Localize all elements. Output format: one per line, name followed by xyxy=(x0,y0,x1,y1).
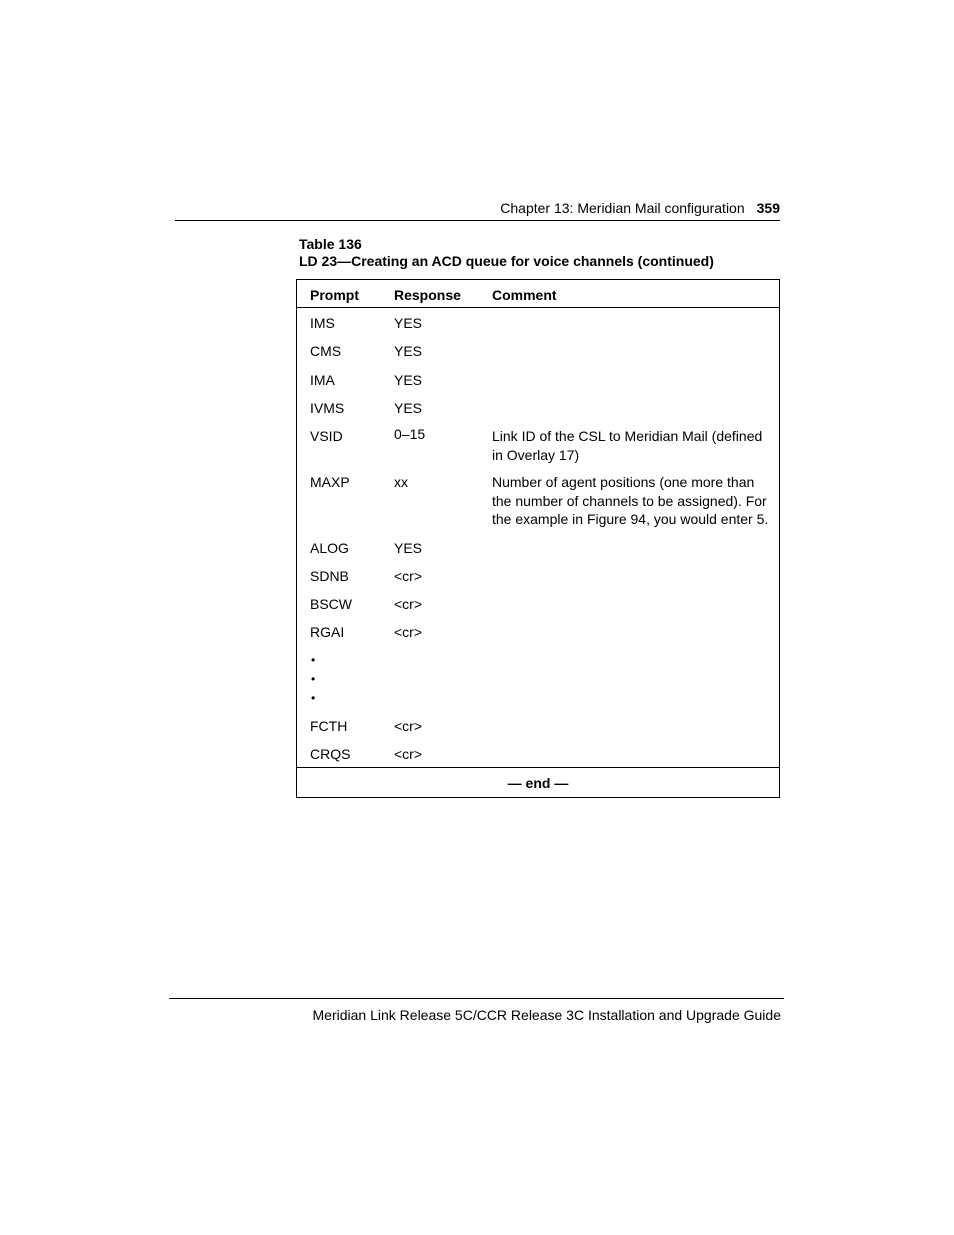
prompt-table xyxy=(296,279,780,798)
column-header-response: Response xyxy=(394,287,461,303)
row-prompt: IVMS xyxy=(310,400,345,416)
table-end-marker: — end — xyxy=(297,767,779,798)
page-number: 359 xyxy=(756,200,780,216)
header-rule xyxy=(175,220,780,221)
row-response: <cr> xyxy=(394,624,423,640)
row-response: YES xyxy=(394,372,423,388)
row-prompt: IMA xyxy=(310,372,335,388)
row-prompt: VSID xyxy=(310,428,343,444)
row-response: <cr> xyxy=(394,718,423,734)
column-header-comment: Comment xyxy=(492,287,557,303)
row-comment: Number of agent positions (one more than the number of channels to be assigned). For the example in Figure 94, you would enter 5. xyxy=(492,474,769,527)
row-response: YES xyxy=(394,540,423,556)
table-number: Table 136 xyxy=(299,236,362,252)
row-response: <cr> xyxy=(394,568,423,584)
row-response: xx xyxy=(394,474,408,490)
table-title: LD 23—Creating an ACD queue for voice channels (continued) xyxy=(299,253,714,269)
row-prompt: FCTH xyxy=(310,718,348,734)
row-prompt: MAXP xyxy=(310,474,350,490)
row-response: YES xyxy=(394,400,423,416)
column-header-prompt: Prompt xyxy=(310,287,359,303)
row-response: YES xyxy=(394,343,423,359)
table-caption xyxy=(299,236,714,270)
ellipsis-bullet: • xyxy=(311,672,316,686)
row-prompt: BSCW xyxy=(310,596,352,612)
chapter-title: Chapter 13: Meridian Mail configuration xyxy=(500,200,745,216)
row-prompt: RGAI xyxy=(310,624,345,640)
running-header xyxy=(175,200,780,218)
row-prompt: SDNB xyxy=(310,568,349,584)
row-prompt: CMS xyxy=(310,343,342,359)
footer-rule xyxy=(169,998,784,999)
row-response: <cr> xyxy=(394,596,423,612)
row-prompt: CRQS xyxy=(310,746,351,762)
ellipsis-bullet: • xyxy=(311,691,316,705)
row-prompt: IMS xyxy=(310,315,335,331)
ellipsis-bullet: • xyxy=(311,653,316,667)
table-header xyxy=(297,280,779,308)
row-prompt: ALOG xyxy=(310,540,349,556)
row-response: 0–15 xyxy=(394,426,426,442)
running-footer: Meridian Link Release 5C/CCR Release 3C Installation and Upgrade Guide xyxy=(312,1007,781,1023)
row-response: <cr> xyxy=(394,746,423,762)
row-comment: Link ID of the CSL to Meridian Mail (defined in Overlay 17) xyxy=(492,428,763,463)
row-response: YES xyxy=(394,315,423,331)
